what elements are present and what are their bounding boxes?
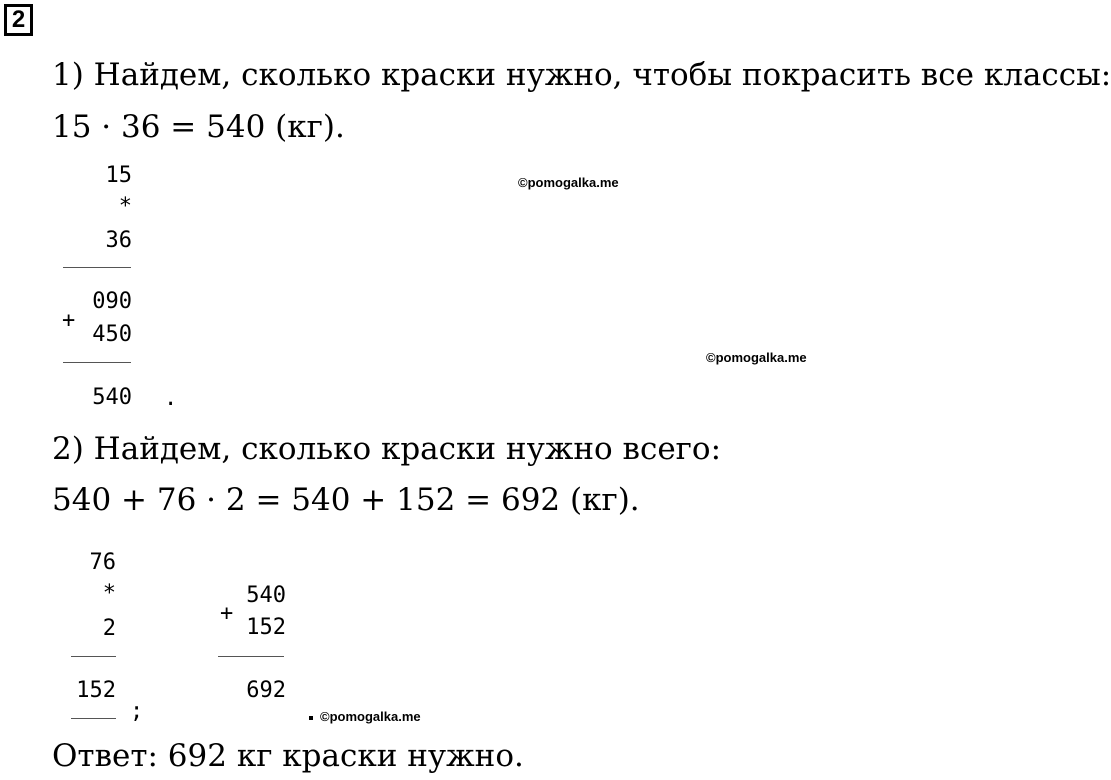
watermark: ©pomogalka.me — [706, 350, 807, 365]
step2-underline-1 — [71, 656, 116, 657]
step2-underline-2 — [71, 718, 116, 719]
step2-term1: 540 — [246, 583, 286, 608]
bullet-dot — [309, 716, 313, 720]
answer-text: Ответ: 692 кг краски нужно. — [52, 738, 524, 774]
step2-expression: 540 + 76 · 2 = 540 + 152 = 692 (кг). — [52, 482, 640, 518]
step2-trailing-semicolon: ; — [130, 699, 144, 724]
step2-sum: 692 — [246, 678, 286, 703]
step2-factor2: 2 — [102, 616, 116, 641]
watermark: ©pomogalka.me — [518, 175, 619, 190]
step1-trailing-dot: . — [164, 386, 178, 411]
step1-partial1: 090 — [92, 289, 132, 314]
step2-plus-sign: + — [220, 601, 234, 626]
step2-multiply-sign: * — [102, 581, 116, 606]
watermark: ©pomogalka.me — [320, 709, 421, 724]
step2-text: 2) Найдем, сколько краски нужно всего: — [52, 431, 722, 467]
step2-result: 152 — [76, 678, 116, 703]
step1-multiply-sign: * — [118, 194, 132, 219]
step1-underline-2 — [63, 362, 131, 363]
step1-text: 1) Найдем, сколько краски нужно, чтобы покрасить все классы: — [52, 57, 1111, 93]
step2-factor1: 76 — [89, 550, 116, 575]
step1-plus-sign: + — [62, 308, 76, 333]
step1-result: 540 — [92, 385, 132, 410]
task-number-badge: 2 — [4, 4, 33, 36]
step1-partial2: 450 — [92, 322, 132, 347]
step1-factor2: 36 — [105, 228, 132, 253]
step1-factor1: 15 — [105, 163, 132, 188]
step2-underline-3 — [218, 656, 284, 657]
step1-expression: 15 · 36 = 540 (кг). — [52, 109, 345, 145]
step2-term2: 152 — [246, 615, 286, 640]
step1-underline-1 — [63, 267, 131, 268]
